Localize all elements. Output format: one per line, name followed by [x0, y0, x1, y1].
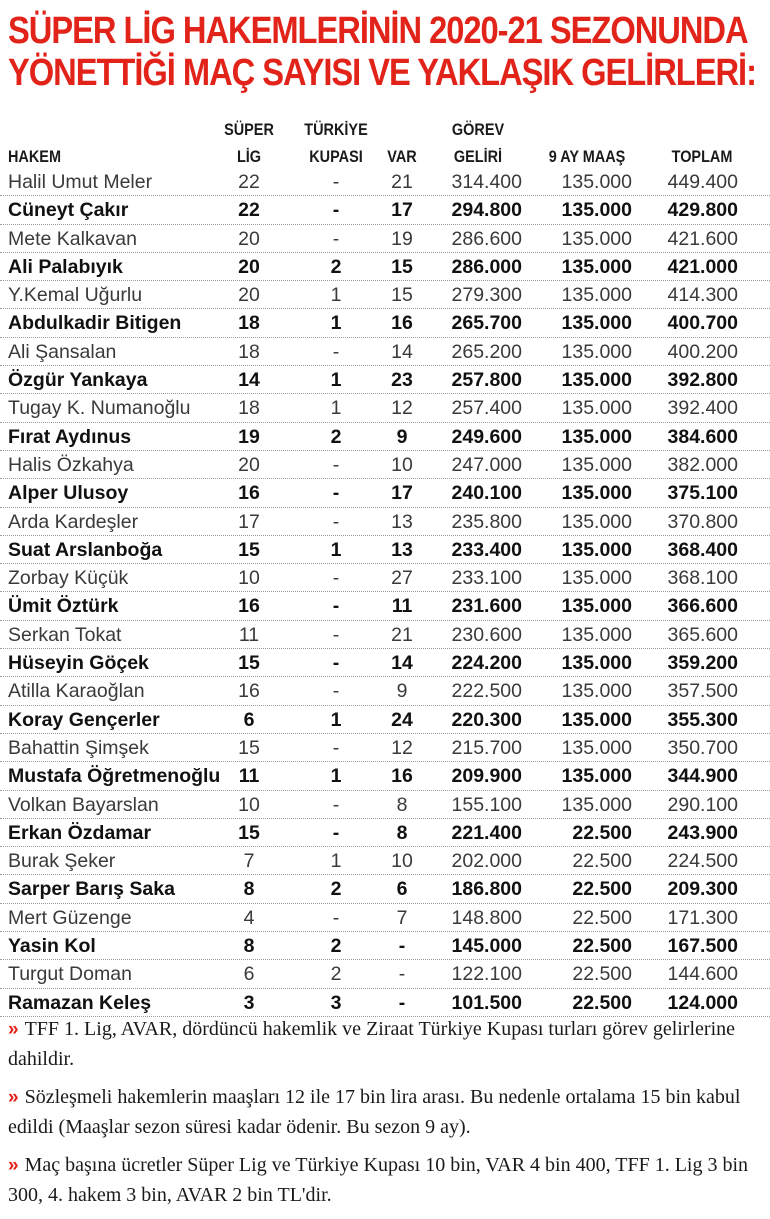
table-row [0, 989, 770, 1017]
toplam: 375.100 [667, 482, 738, 505]
maas: 135.000 [561, 425, 632, 448]
gorev-geliri: 215.700 [451, 736, 522, 759]
referee-name: Cüneyt Çakır [8, 199, 129, 222]
table-row [0, 762, 770, 790]
toplam: 366.600 [667, 595, 738, 618]
var-count: 17 [391, 199, 413, 222]
super-lig-count: 8 [243, 935, 255, 958]
kupa-count: - [332, 171, 340, 193]
referee-name: Tugay K. Numanoğlu [8, 397, 191, 420]
toplam: 421.000 [667, 255, 738, 278]
super-lig-count: 17 [238, 510, 260, 533]
kupa-count: 1 [330, 765, 342, 788]
kupa-count: - [332, 227, 340, 250]
gorev-geliri: 257.800 [451, 369, 522, 392]
kupa-count: 3 [330, 991, 342, 1014]
maas: 135.000 [561, 510, 632, 533]
gorev-geliri: 257.400 [451, 397, 522, 420]
referee-name: Zorbay Küçük [8, 567, 129, 590]
toplam: 370.800 [667, 510, 738, 533]
gorev-geliri: 101.500 [451, 991, 522, 1014]
var-count: 13 [391, 538, 413, 561]
header-9-ay-maas: 9 AY MAAŞ [548, 147, 626, 166]
maas: 135.000 [561, 312, 632, 335]
header-var: VAR [387, 147, 417, 166]
var-count: 16 [391, 765, 413, 788]
referee-name: Mustafa Öğretmenoğlu [8, 765, 221, 788]
referee-name: Koray Gençerler [8, 708, 160, 731]
toplam: 392.400 [667, 397, 738, 420]
footnote [8, 1015, 760, 1073]
referee-name: Burak Şeker [8, 850, 116, 873]
gorev-geliri: 240.100 [451, 482, 522, 505]
chevron-right-icon: » [8, 1019, 19, 1040]
referee-name: Serkan Tokat [8, 623, 122, 646]
kupa-count: - [332, 510, 340, 533]
table-row [0, 281, 770, 309]
table-row [0, 366, 770, 394]
referee-name: Abdulkadir Bitigen [8, 312, 182, 335]
super-lig-count: 11 [238, 623, 260, 646]
gorev-geliri: 145.000 [451, 935, 522, 958]
referee-name: Turgut Doman [8, 963, 132, 986]
gorev-geliri: 286.600 [451, 227, 522, 250]
var-count: 8 [396, 821, 408, 844]
maas: 22.500 [572, 850, 632, 873]
gorev-geliri: 314.400 [451, 171, 522, 193]
var-count: 19 [391, 227, 413, 250]
var-count: 12 [391, 397, 413, 420]
super-lig-count: 6 [243, 708, 255, 731]
table-row [0, 508, 770, 536]
toplam: 400.200 [667, 340, 738, 363]
gorev-geliri: 155.100 [451, 793, 522, 816]
referee-name: Arda Kardeşler [8, 510, 139, 533]
gorev-geliri: 279.300 [451, 284, 522, 307]
footnotes [8, 1015, 760, 1219]
table-row [0, 904, 770, 932]
toplam: 382.000 [667, 453, 738, 476]
header-hakem: HAKEM [8, 147, 61, 166]
super-lig-count: 16 [238, 680, 260, 703]
maas: 135.000 [561, 652, 632, 675]
gorev-geliri: 249.600 [451, 425, 522, 448]
super-lig-count: 15 [238, 538, 260, 561]
toplam: 144.600 [667, 963, 738, 986]
referee-name: Mete Kalkavan [8, 227, 137, 250]
toplam: 429.800 [667, 199, 738, 222]
super-lig-count: 10 [238, 567, 260, 590]
kupa-count: - [332, 199, 340, 222]
table-row [0, 451, 770, 479]
toplam: 368.100 [667, 567, 738, 590]
kupa-count: - [332, 567, 340, 590]
referee-name: Bahattin Şimşek [8, 736, 149, 759]
referee-name: Halil Umut Meler [8, 171, 153, 193]
table-row [0, 196, 770, 224]
title-line-1: SÜPER LİG HAKEMLERİNİN 2020-21 SEZONUNDA [8, 10, 748, 52]
gorev-geliri: 221.400 [451, 821, 522, 844]
var-count: 9 [396, 425, 408, 448]
table-row [0, 309, 770, 337]
kupa-count: - [332, 736, 340, 759]
toplam: 449.400 [667, 171, 738, 193]
var-count: 27 [391, 567, 413, 590]
var-count: 10 [391, 453, 413, 476]
table-row [0, 819, 770, 847]
table-row [0, 649, 770, 677]
super-lig-count: 20 [238, 255, 260, 278]
table-header [0, 110, 770, 170]
maas: 22.500 [572, 963, 632, 986]
footnote [8, 1151, 760, 1209]
table-row [0, 592, 770, 620]
header-gorev-geliri: GÖREV GELİRİ [451, 120, 505, 166]
var-count: 11 [391, 595, 413, 618]
var-count: - [398, 963, 406, 986]
maas: 22.500 [572, 991, 632, 1014]
super-lig-count: 22 [238, 199, 260, 222]
toplam: 243.900 [667, 821, 738, 844]
super-lig-count: 15 [238, 652, 260, 675]
kupa-count: - [332, 623, 340, 646]
gorev-geliri: 233.100 [451, 567, 522, 590]
super-lig-count: 15 [238, 821, 260, 844]
var-count: 23 [391, 369, 413, 392]
table-row [0, 168, 770, 196]
table-row [0, 338, 770, 366]
toplam: 224.500 [667, 850, 738, 873]
toplam: 290.100 [667, 793, 738, 816]
gorev-geliri: 122.100 [451, 963, 522, 986]
referee-name: Ümit Öztürk [8, 595, 119, 618]
footnote [8, 1083, 760, 1141]
kupa-count: 2 [330, 255, 342, 278]
chevron-right-icon: » [8, 1155, 19, 1176]
maas: 135.000 [561, 171, 632, 193]
kupa-count: 1 [330, 708, 342, 731]
var-count: 24 [391, 708, 413, 731]
referee-name: Y.Kemal Uğurlu [8, 284, 143, 307]
referee-name: Suat Arslanboğa [8, 538, 163, 561]
var-count: 21 [391, 623, 413, 646]
header-super-lig: SÜPER LİG [224, 120, 274, 166]
var-count: 16 [391, 312, 413, 335]
var-count: - [398, 935, 406, 958]
referee-name: Ali Şansalan [8, 340, 117, 363]
table-row [0, 677, 770, 705]
toplam: 350.700 [667, 736, 738, 759]
maas: 135.000 [561, 397, 632, 420]
toplam: 209.300 [667, 878, 738, 901]
table-row [0, 564, 770, 592]
kupa-count: - [332, 482, 340, 505]
gorev-geliri: 224.200 [451, 652, 522, 675]
kupa-count: 2 [330, 935, 342, 958]
kupa-count: 1 [330, 538, 342, 561]
gorev-geliri: 231.600 [451, 595, 522, 618]
toplam: 359.200 [667, 652, 738, 675]
gorev-geliri: 222.500 [451, 680, 522, 703]
table-body [0, 168, 770, 1017]
maas: 135.000 [561, 793, 632, 816]
toplam: 171.300 [667, 906, 738, 929]
super-lig-count: 20 [238, 227, 260, 250]
maas: 135.000 [561, 680, 632, 703]
referee-name: Halis Özkahya [8, 453, 134, 476]
kupa-count: - [332, 821, 340, 844]
super-lig-count: 4 [243, 906, 255, 929]
toplam: 392.800 [667, 369, 738, 392]
referee-name: Atilla Karaoğlan [8, 680, 145, 703]
gorev-geliri: 294.800 [451, 199, 522, 222]
var-count: 17 [391, 482, 413, 505]
super-lig-count: 14 [238, 369, 260, 392]
kupa-count: - [332, 680, 340, 703]
var-count: - [398, 991, 406, 1014]
var-count: 7 [396, 906, 408, 929]
maas: 135.000 [561, 482, 632, 505]
kupa-count: 1 [330, 369, 342, 392]
super-lig-count: 6 [243, 963, 255, 986]
super-lig-count: 20 [238, 453, 260, 476]
gorev-geliri: 186.800 [451, 878, 522, 901]
var-count: 15 [391, 284, 413, 307]
maas: 135.000 [561, 453, 632, 476]
maas: 22.500 [572, 935, 632, 958]
maas: 135.000 [561, 538, 632, 561]
maas: 135.000 [561, 595, 632, 618]
table-row [0, 960, 770, 988]
gorev-geliri: 265.700 [451, 312, 522, 335]
super-lig-count: 19 [238, 425, 260, 448]
table-row [0, 875, 770, 903]
table-row [0, 791, 770, 819]
referee-name: Sarper Barış Saka [8, 878, 175, 901]
table-row [0, 225, 770, 253]
referee-name: Ali Palabıyık [8, 255, 123, 278]
maas: 135.000 [561, 284, 632, 307]
toplam: 384.600 [667, 425, 738, 448]
super-lig-count: 3 [243, 991, 255, 1014]
table-row [0, 706, 770, 734]
chevron-right-icon: » [8, 1087, 19, 1108]
var-count: 15 [391, 255, 413, 278]
super-lig-count: 18 [238, 340, 260, 363]
gorev-geliri: 247.000 [451, 453, 522, 476]
var-count: 6 [396, 878, 408, 901]
gorev-geliri: 286.000 [451, 255, 522, 278]
maas: 22.500 [572, 878, 632, 901]
referee-name: Alper Ulusoy [8, 482, 129, 505]
kupa-count: - [332, 906, 340, 929]
var-count: 10 [391, 850, 413, 873]
var-count: 12 [391, 736, 413, 759]
referee-name: Fırat Aydınus [8, 425, 132, 448]
var-count: 14 [391, 340, 413, 363]
referee-name: Volkan Bayarslan [8, 793, 159, 816]
table-row [0, 253, 770, 281]
maas: 135.000 [561, 736, 632, 759]
footnote-text: Maç başına ücretler Süper Lig ve Türkiye Kupası 10 bin, VAR 4 bin 400, TFF 1. Lig 3 bin 300, 4. hakem 3 bin, AVAR 2 bin TL'dir. [8, 1154, 749, 1206]
super-lig-count: 18 [238, 397, 260, 420]
table-row [0, 847, 770, 875]
gorev-geliri: 220.300 [451, 708, 522, 731]
super-lig-count: 16 [238, 482, 260, 505]
header-turkiye-kupasi: TÜRKİYE KUPASI [304, 120, 368, 166]
table-row [0, 536, 770, 564]
gorev-geliri: 209.900 [451, 765, 522, 788]
maas: 135.000 [561, 765, 632, 788]
kupa-count: - [332, 595, 340, 618]
table-row [0, 734, 770, 762]
toplam: 365.600 [667, 623, 738, 646]
super-lig-count: 22 [238, 171, 260, 193]
super-lig-count: 16 [238, 595, 260, 618]
maas: 22.500 [572, 906, 632, 929]
kupa-count: - [332, 453, 340, 476]
gorev-geliri: 202.000 [451, 850, 522, 873]
kupa-count: 1 [330, 312, 342, 335]
maas: 135.000 [561, 199, 632, 222]
kupa-count: - [332, 652, 340, 675]
var-count: 13 [391, 510, 413, 533]
header-toplam: TOPLAM [671, 147, 733, 166]
footnote-text: Sözleşmeli hakemlerin maaşları 12 ile 17 bin lira arası. Bu nedenle ortalama 15 bin kabul edildi (Maaşlar sezon süresi kadar ödenir. Bu sezon 9 ay). [8, 1086, 741, 1138]
toplam: 357.500 [667, 680, 738, 703]
super-lig-count: 15 [238, 736, 260, 759]
referee-name: Hüseyin Göçek [8, 652, 149, 675]
maas: 135.000 [561, 567, 632, 590]
title-line-2: YÖNETTİĞİ MAÇ SAYISI VE YAKLAŞIK GELİRLERİ: [8, 52, 756, 94]
referee-name: Erkan Özdamar [8, 821, 152, 844]
referee-name: Mert Güzenge [8, 906, 132, 929]
kupa-count: 2 [330, 425, 342, 448]
toplam: 124.000 [667, 991, 738, 1014]
toplam: 167.500 [667, 935, 738, 958]
gorev-geliri: 235.800 [451, 510, 522, 533]
table-row [0, 394, 770, 422]
toplam: 400.700 [667, 312, 738, 335]
toplam: 421.600 [667, 227, 738, 250]
toplam: 368.400 [667, 538, 738, 561]
var-count: 21 [391, 171, 413, 193]
table-row [0, 621, 770, 649]
super-lig-count: 20 [238, 284, 260, 307]
table-row [0, 423, 770, 451]
maas: 135.000 [561, 340, 632, 363]
maas: 135.000 [561, 369, 632, 392]
gorev-geliri: 265.200 [451, 340, 522, 363]
referee-name: Ramazan Keleş [8, 991, 152, 1014]
referee-name: Özgür Yankaya [8, 369, 148, 392]
maas: 135.000 [561, 255, 632, 278]
super-lig-count: 10 [238, 793, 260, 816]
kupa-count: 1 [330, 397, 342, 420]
page-title [8, 10, 756, 94]
kupa-count: - [332, 793, 340, 816]
super-lig-count: 8 [243, 878, 255, 901]
var-count: 8 [396, 793, 408, 816]
maas: 135.000 [561, 623, 632, 646]
var-count: 14 [391, 652, 413, 675]
super-lig-count: 7 [243, 850, 255, 873]
referee-name: Yasin Kol [8, 935, 96, 958]
super-lig-count: 11 [238, 765, 260, 788]
table-row [0, 479, 770, 507]
var-count: 9 [396, 680, 408, 703]
footnote-text: TFF 1. Lig, AVAR, dördüncü hakemlik ve Ziraat Türkiye Kupası turları görev gelirlerine dahildir. [8, 1018, 735, 1070]
toplam: 414.300 [667, 284, 738, 307]
toplam: 344.900 [667, 765, 738, 788]
maas: 135.000 [561, 708, 632, 731]
kupa-count: 1 [330, 850, 342, 873]
maas: 22.500 [572, 821, 632, 844]
kupa-count: 2 [330, 878, 342, 901]
kupa-count: - [332, 340, 340, 363]
gorev-geliri: 230.600 [451, 623, 522, 646]
maas: 135.000 [561, 227, 632, 250]
table-row [0, 932, 770, 960]
super-lig-count: 18 [238, 312, 260, 335]
toplam: 355.300 [667, 708, 738, 731]
gorev-geliri: 233.400 [451, 538, 522, 561]
kupa-count: 1 [330, 284, 342, 307]
kupa-count: 2 [330, 963, 342, 986]
gorev-geliri: 148.800 [451, 906, 522, 929]
